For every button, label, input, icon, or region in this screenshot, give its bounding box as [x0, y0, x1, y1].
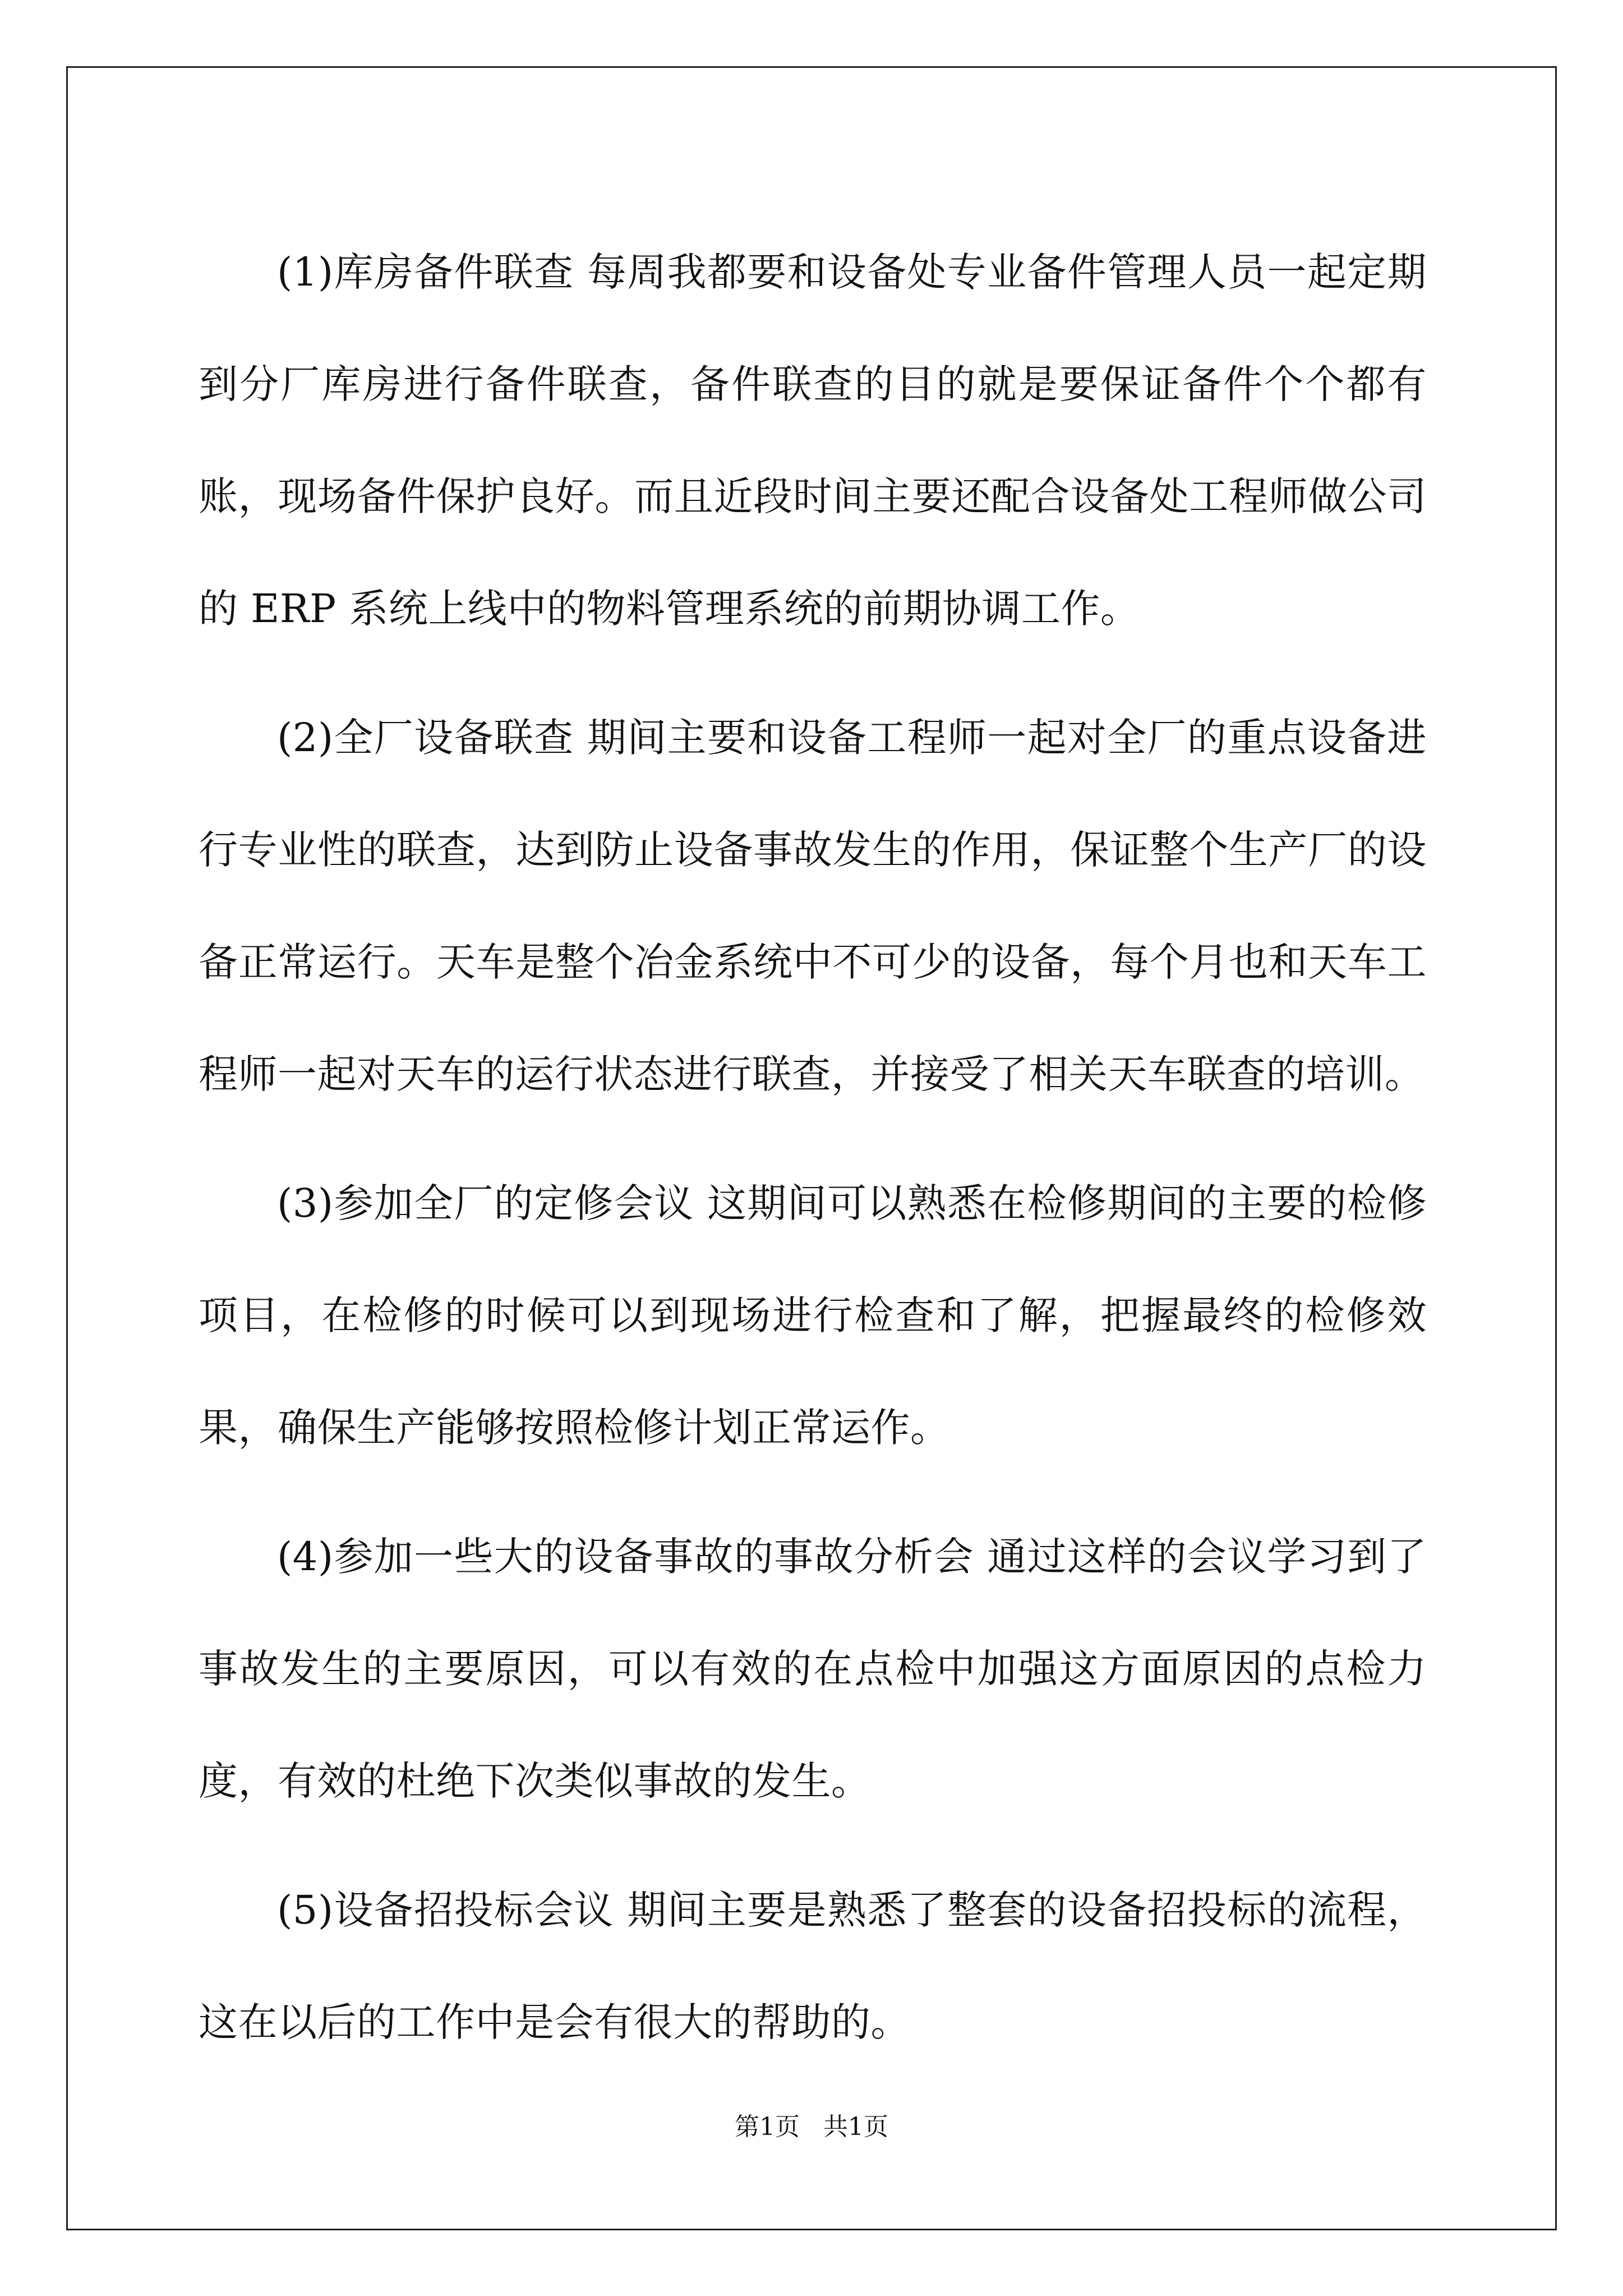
paragraph-4: (4)参加一些大的设备事故的事故分析会 通过这样的会议学习到了事故发生的主要原因，可以有效的在点检中加强这方面原因的点检力度，有效的杜绝下次类似事故的发生。: [199, 1534, 1427, 1804]
paragraph-5: (5)设备招投标会议 期间主要是熟悉了整套的设备招投标的流程，这在以后的工作中是会有很大的帮助的。: [199, 1887, 1427, 2045]
document-body: [199, 216, 1427, 2095]
paragraph-3: (3)参加全厂的定修会议 这期间可以熟悉在检修期间的主要的检修项目，在检修的时候可以到现场进行检查和了解，把握最终的检修效果，确保生产能够按照检修计划正常运作。: [199, 1180, 1427, 1451]
page-number-footer: 第1页 共1页: [735, 2113, 888, 2141]
paragraph-2: (2)全厂设备联查 期间主要和设备工程师一起对全厂的重点设备进行专业性的联查，达到防止设备事故发生的作用，保证整个生产厂的设备正常运行。天车是整个冶金系统中不可少的设备，每个月也和天车工程师一起对天车的运行状态进行联查，并接受了相关天车联查的培训。: [199, 715, 1427, 1097]
paragraph-1: (1)库房备件联查 每周我都要和设备处专业备件管理人员一起定期到分厂库房进行备件联查，备件联查的目的就是要保证备件个个都有账，现场备件保护良好。而且近段时间主要还配合设备处工程师做公司的 ERP 系统上线中的物料管理系统的前期协调工作。: [199, 249, 1427, 632]
